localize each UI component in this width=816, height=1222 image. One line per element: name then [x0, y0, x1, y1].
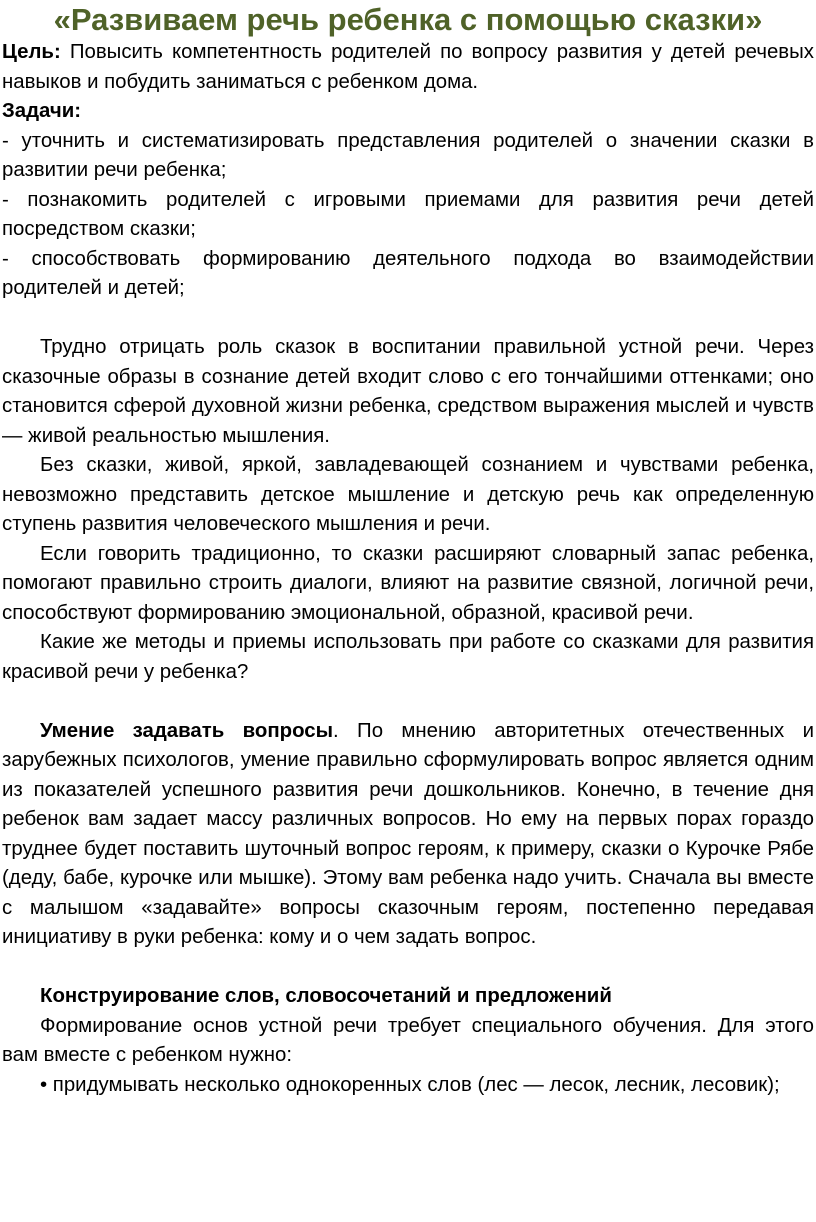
spacer: [2, 953, 814, 983]
goal-text: Повысить компетентность родителей по вопросу развития у детей речевых навыков и побудить заниматься с ребенком дома.: [2, 41, 814, 93]
words-heading: Конструирование слов, словосочетаний и предложений: [40, 985, 612, 1007]
questions-text: . По мнению авторитетных отечественных и зарубежных психологов, умение правильно сформулировать вопрос является одним из показателей успешного развития речи дошкольников. Конечно, в течение дня ребенок вам задает массу различных вопросов. Но ему на первых порах гораздо труднее будет поставить шуточный вопрос героям, к примеру, сказки о Курочке Рябе (деду, бабе, курочке или мышке). Этому вам ребенка надо учить. Сначала вы вместе с малышом «задавайте» вопросы сказочным героям, постепенно передавая инициативу в руки ребенка: кому и о чем задать вопрос.: [2, 719, 814, 948]
spacer: [2, 687, 814, 717]
words-intro: Формирование основ устной речи требует специального обучения. Для этого вам вместе с ребенком нужно:: [2, 1014, 814, 1066]
page-title: «Развиваем речь ребенка с помощью сказки»: [53, 2, 763, 37]
tasks-label: Задачи:: [2, 100, 82, 122]
body-paragraph: Трудно отрицать роль сказок в воспитании правильной устной речи. Через сказочные образы в сознание детей входит слово с его тончайшими оттенками; оно становится сферой духовной жизни ребенка, средством выражения мыслей и чувств — живой реальностью мышления.: [2, 336, 814, 447]
bullet-item: • придумывать несколько однокоренных слов (лес — лесок, лесник, лесовик);: [40, 1073, 780, 1096]
body-paragraph: Какие же методы и приемы использовать при работе со сказками для развития красивой речи у ребенка?: [2, 631, 814, 683]
questions-heading: Умение задавать вопросы: [40, 719, 334, 742]
spacer: [2, 304, 814, 334]
body-paragraph: Если говорить традиционно, то сказки расширяют словарный запас ребенка, помогают правильно строить диалоги, влияют на развитие связной, логичной речи, способствуют формированию эмоциональной, образной, красивой речи.: [2, 542, 814, 624]
goal-label: Цель:: [2, 41, 61, 63]
document-body: [2, 38, 814, 1100]
questions-paragraph: [2, 717, 814, 953]
task-item: - уточнить и систематизировать представления родителей о значении сказки в развитии речи ребенка;: [2, 129, 814, 181]
body-paragraph: Без сказки, живой, яркой, завладевающей сознанием и чувствами ребенка, невозможно представить детское мышление и детскую речь как определенную ступень развития человеческого мышления и речи.: [2, 454, 814, 535]
task-item: - способствовать формированию деятельного подхода во взаимодействии родителей и детей;: [2, 247, 814, 299]
goal-paragraph: [2, 38, 814, 97]
task-item: - познакомить родителей с игровыми приемами для развития речи детей посредством сказки;: [2, 188, 814, 240]
